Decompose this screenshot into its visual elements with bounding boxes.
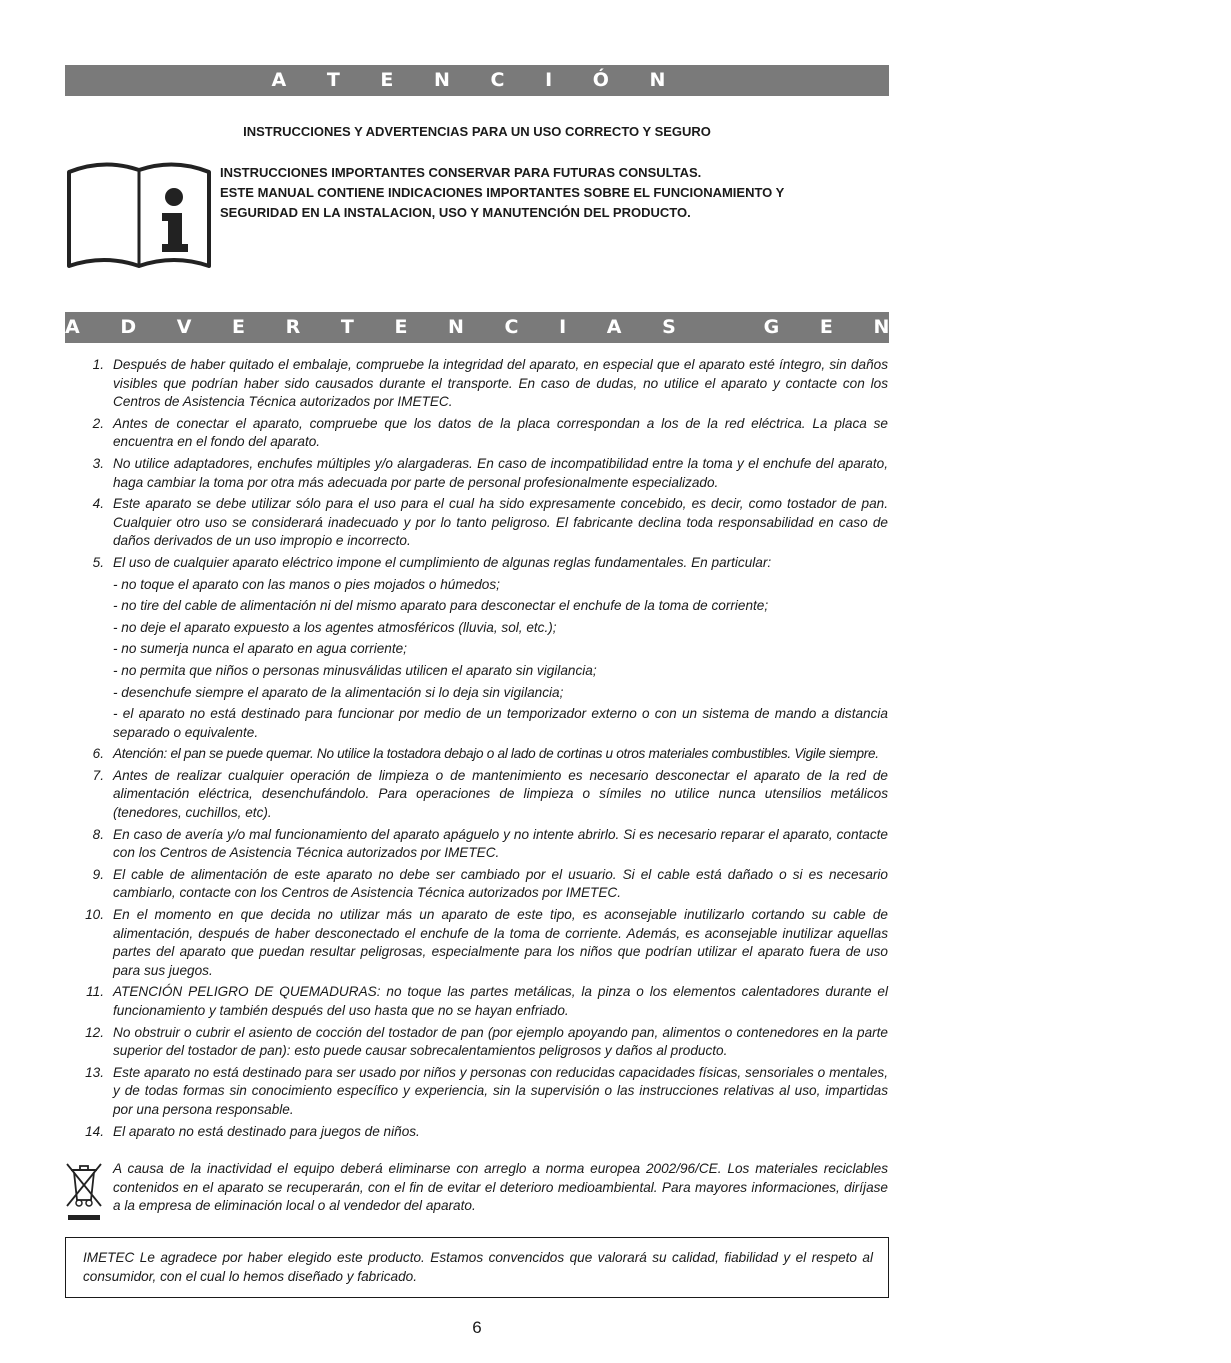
- warning-number: 14.: [85, 1123, 104, 1139]
- thanks-text: IMETEC Le agradece por haber elegido este producto. Estamos convencidos que valorará su calidad, fiabilidad y el respeto al consumidor, con el cual lo hemos diseñado y fabricado.: [83, 1250, 873, 1284]
- info-text-block: [220, 163, 860, 223]
- warning-number: 5.: [92, 554, 104, 570]
- warning-text: El uso de cualquier aparato eléctrico impone el cumplimiento de algunas reglas fundamentales. En particular:: [113, 554, 772, 570]
- info-line-3: SEGURIDAD EN LA INSTALACION, USO Y MANUTENCIÓN DEL PRODUCTO.: [220, 205, 691, 220]
- warning-number: 4.: [92, 496, 104, 512]
- warning-sub-item: - no tire del cable de alimentación ni del mismo aparato para desconectar el enchufe de la toma de corriente;: [113, 598, 769, 614]
- warning-number: 13.: [85, 1064, 104, 1080]
- warning-number: 11.: [86, 984, 104, 1000]
- warning-number: 9.: [92, 866, 104, 882]
- warning-item: [65, 1024, 888, 1061]
- warning-item: [65, 1123, 888, 1142]
- warning-item: [65, 415, 888, 452]
- warning-text: Antes de conectar el aparato, compruebe que los datos de la placa correspondan a los de la red eléctrica. La placa se encuentra en el fondo del aparato.: [113, 415, 888, 450]
- thanks-box: [65, 1237, 889, 1298]
- info-book-icon: [66, 160, 212, 270]
- warning-item: [65, 826, 888, 863]
- warning-item: [65, 455, 888, 492]
- warning-item: [65, 906, 888, 980]
- warning-number: 2.: [92, 415, 104, 431]
- warnings-list: [65, 356, 888, 1144]
- warning-item: [65, 1064, 888, 1120]
- warning-item: [65, 745, 888, 764]
- warning-text: Este aparato se debe utilizar sólo para el uso para el cual ha sido expresamente concebido, es decir, como tostador de pan. Cualquier otro uso se considerará inadecuado y por lo tanto peligroso. El fabricante declina toda responsabilidad en caso de daños derivados de un uso impropio e incorrecto.: [113, 496, 888, 549]
- warning-text: Este aparato no está destinado para ser usado por niños y personas con reducidas capacidades físicas, sensoriales o mentales, y de todas formas sin conocimiento específico y experiencia, sin la supervisión o las instrucciones relativas al uso, impartidas por una persona responsable.: [113, 1064, 888, 1117]
- warning-sub-item: - no permita que niños o personas minusválidas utilicen el aparato sin vigilancia;: [113, 662, 597, 678]
- warning-sub-item: - no sumerja nunca el aparato en agua corriente;: [113, 641, 407, 657]
- warning-sub-item: - no toque el aparato con las manos o pies mojados o húmedos;: [113, 576, 500, 592]
- warning-number: 6.: [92, 746, 104, 762]
- instructions-subtitle: INSTRUCCIONES Y ADVERTENCIAS PARA UN USO CORRECTO Y SEGURO: [243, 124, 711, 139]
- warning-text: El aparato no está destinado para juegos de niños.: [113, 1123, 420, 1139]
- warning-number: 12.: [85, 1024, 104, 1040]
- warning-item: [65, 866, 888, 903]
- warning-text: Antes de realizar cualquier operación de limpieza o de mantenimiento es necesario desconectar el aparato de la red de alimentación eléctrica, desenchufándolo. Para operaciones de limpieza o símiles no utilice nunca utensilios metálicos (tenedores, cuchillos, etc).: [113, 767, 888, 821]
- warning-item: [65, 495, 888, 551]
- warning-text: En el momento en que decida no utilizar más un aparato de este tipo, es aconsejable inutilizarlo cortando su cable de alimentación, después de haber desconectado el enchufe de la toma de corriente. Además, es aconsejable inutilizar aquellas partes del aparato que puedan resultar peligrosas, especialmente para los niños que podrían utilizar el aparato fuera de uso para sus juegos.: [113, 907, 888, 978]
- general-warnings-title: A D V E R T E N C I A S G E N E R A L E S: [65, 316, 1231, 338]
- general-warnings-banner: [65, 312, 1231, 343]
- attention-banner: [65, 65, 889, 96]
- warning-text: ATENCIÓN PELIGRO DE QUEMADURAS: no toque las partes metálicas, la pinza o los elementos calentadores durante el funcionamiento y también después del uso hasta que no se hayan enfriado.: [113, 984, 888, 1018]
- crossed-bin-icon: [63, 1160, 105, 1222]
- info-line-1: INSTRUCCIONES IMPORTANTES CONSERVAR PARA FUTURAS CONSULTAS.: [220, 165, 702, 180]
- warning-text: No utilice adaptadores, enchufes múltiples y/o alargaderas. En caso de incompatibilidad entre la toma y el enchufe del aparato, haga cambiar la toma por otra más adecuada por parte de personal profesionalmente especializado.: [113, 455, 888, 490]
- warning-item: [65, 554, 888, 573]
- attention-title: A T E N C I Ó N: [271, 69, 683, 91]
- warning-number: 8.: [92, 826, 104, 842]
- warning-item: [65, 356, 888, 412]
- warning-text: Después de haber quitado el embalaje, compruebe la integridad del aparato, en especial que el aparato esté íntegro, sin daños visibles que podrían haber sido causados durante el transporte. En caso de dudas, no utilice el aparato y contacte con los Centros de Asistencia Técnica autorizados por IMETEC.: [113, 357, 888, 410]
- warning-number: 3.: [92, 455, 104, 471]
- page-number: 6: [472, 1318, 482, 1337]
- warning-item: [65, 767, 888, 823]
- warning-number: 7.: [92, 767, 104, 783]
- warning-text: El cable de alimentación de este aparato no debe ser cambiado por el usuario. Si el cable está dañado o si es necesario cambiarlo, contacte con los Centros de Asistencia Técnica autorizados por IMETEC.: [113, 866, 888, 901]
- warning-number: 10.: [85, 907, 104, 923]
- warning-sub-item: - desenchufe siempre el aparato de la alimentación si lo deja sin vigilancia;: [113, 684, 564, 700]
- info-line-2: ESTE MANUAL CONTIENE INDICACIONES IMPORTANTES SOBRE EL FUNCIONAMIENTO Y: [220, 185, 785, 200]
- warning-text: En caso de avería y/o mal funcionamiento del aparato apáguelo y no intente abrirlo. Si es necesario reparar el aparato, contacte con los Centros de Asistencia Técnica autorizados por IMETEC.: [113, 826, 888, 861]
- warning-text: No obstruir o cubrir el asiento de cocción del tostador de pan (por ejemplo apoyando pan, alimentos o contenedores en la parte superior del tostador de pan): esto puede causar sobrecalentamientos peligrosos y daños al producto.: [113, 1024, 888, 1059]
- warning-sub-item: - el aparato no está destinado para funcionar por medio de un temporizador externo o con un sistema de mando a distancia separado o equivalente.: [113, 706, 888, 740]
- warning-number: 1.: [92, 357, 104, 372]
- warning-item: [65, 983, 888, 1020]
- warning-sub-item: - no deje el aparato expuesto a los agentes atmosféricos (lluvia, sol, etc.);: [113, 619, 557, 635]
- warning-text: Atención: el pan se puede quemar. No utilice la tostadora debajo o al lado de cortinas u otros materiales combustibles. Vigile siempre.: [113, 746, 879, 762]
- disposal-text: A causa de la inactividad el equipo deberá eliminarse con arreglo a norma europea 2002/96/CE. Los materiales reciclables contenidos en el aparato se recuperarán, con el fin de evitar el deterioro medioambiental. Para mayores informaciones, diríjase a la empresa de eliminación local o al vendedor del aparato.: [113, 1161, 888, 1214]
